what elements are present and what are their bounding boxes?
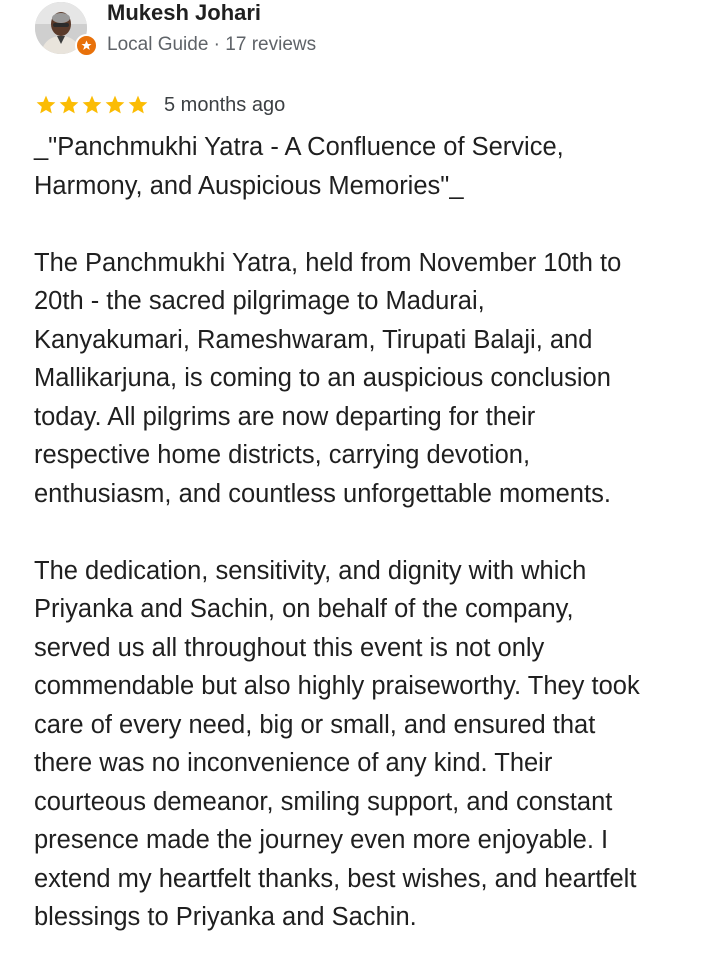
review-paragraph: The dedication, sensitivity, and dignity with which Priyanka and Sachin, on behalf of the company, served us all throughout this event is not only commendable but also highly praiseworthy. They took care of every need, big or small, and ensured that there was no inconvenience of any kind. Their courteous demeanor, smiling support, and constant presence made the journey even more enjoyable. I extend my heartfelt thanks, best wishes, and heartfelt blessings to Priyanka and Sachin. (34, 556, 640, 931)
star-icon (58, 94, 80, 116)
review-date: 5 months ago (164, 93, 286, 116)
star-icon (35, 94, 57, 116)
reviewer-header (35, 0, 695, 60)
reviewer-name[interactable]: Mukesh Johari (107, 0, 262, 25)
star-icon (127, 94, 149, 116)
review-body (34, 128, 704, 937)
star-icon (104, 94, 126, 116)
review-paragraph: The Panchmukhi Yatra, held from November 10th to 20th - the sacred pilgrimage to Madurai, Kanyakumari, Rameshwaram, Tirupati Balaji, and Mallikarjuna, is coming to an auspicious conclusion today. All pilgrims are now departing for their respective home districts, carrying devotion, enthusiasm, and countless unforgettable moments. (34, 248, 622, 508)
reviewer-meta: Local Guide · 17 reviews (107, 34, 317, 55)
review-title: _"Panchmukhi Yatra - A Confluence of Service, Harmony, and Auspicious Memories"_ (34, 133, 564, 200)
star-icon (81, 94, 103, 116)
local-guide-badge-icon (75, 34, 98, 57)
star-rating (35, 94, 150, 116)
rating-row (35, 92, 285, 118)
